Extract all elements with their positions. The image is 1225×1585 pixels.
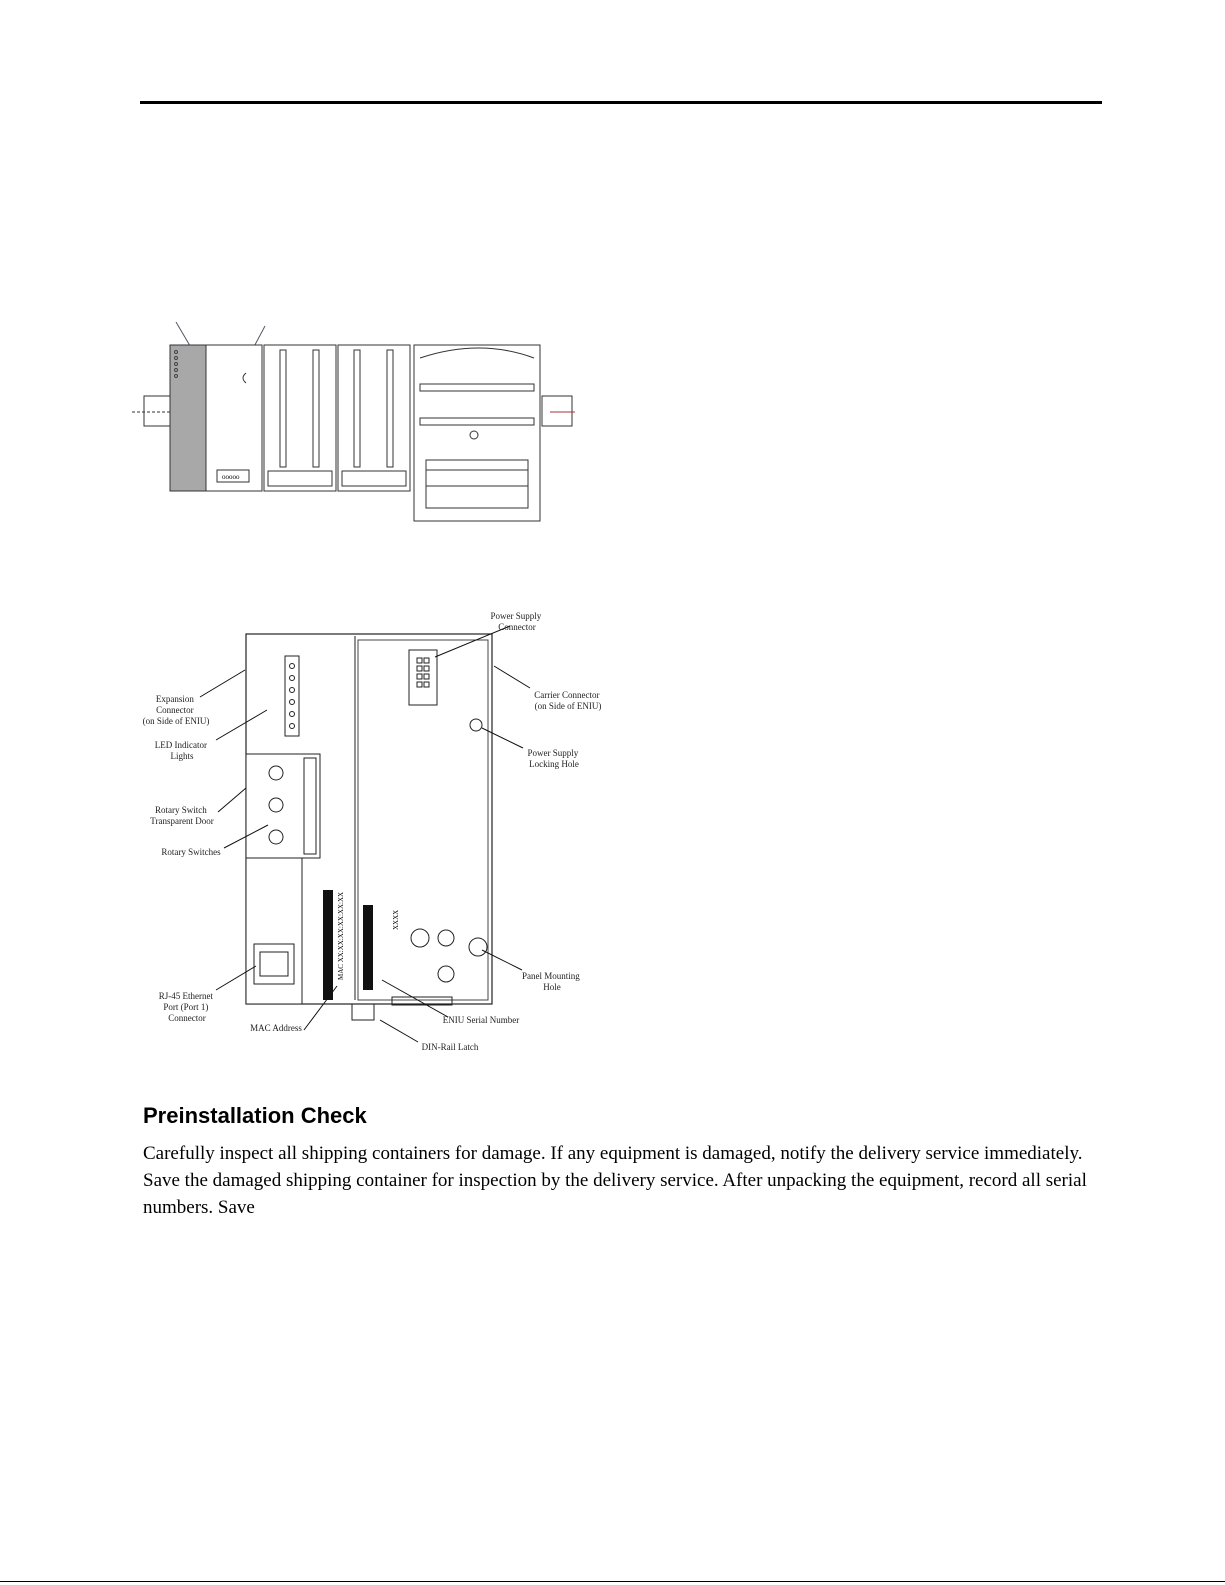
eniu-module [206, 345, 262, 491]
mac-barcode [323, 890, 333, 1000]
io-module-1 [264, 345, 336, 491]
svg-text:ooooo: ooooo [222, 473, 240, 481]
io-module-2 [338, 345, 410, 491]
header-rule [140, 101, 1102, 104]
label-rj45-port: RJ-45 Ethernet Port (Port 1) Connector [158, 991, 213, 1023]
eniu-front-view-figure [130, 600, 610, 1060]
power-supply-connector [409, 650, 437, 705]
serial-barcode [363, 905, 373, 990]
label-rotary-switches: Rotary Switches [161, 847, 221, 857]
din-rail-right [542, 396, 572, 426]
footer-rule [0, 1581, 1225, 1582]
label-eniu-serial-number: ENIU Serial Number [442, 1015, 520, 1025]
mac-text: MAC XX:XX:XX:XX:XX:XX [337, 891, 345, 980]
label-power-supply-locking-hole: Power Supply Locking Hole [527, 748, 579, 769]
label-power-supply-connector: Power Supply Connector [490, 611, 542, 632]
label-rotary-switch-door: Rotary Switch Transparent Door [150, 805, 214, 826]
label-led-indicator-lights: LED Indicator Lights [154, 740, 207, 761]
label-carrier-connector: Carrier Connector (on Side of ENIU) [534, 690, 602, 711]
din-rail-latch [352, 1004, 374, 1020]
label-mac-address: MAC Address [250, 1023, 302, 1033]
serial-text: XXXX [392, 909, 400, 930]
section-heading: Preinstallation Check [143, 1103, 367, 1128]
label-expansion-connector: Expansion Connector (on Side of ENIU) [142, 694, 210, 726]
label-panel-mounting-hole: Panel Mounting Hole [522, 971, 580, 992]
section-paragraph: Carefully inspect all shipping containers for damage. If any equipment is damaged, notify the delivery service immediately. Save the damaged shipping container for inspection by the delivery service. After unpacking the equipment, record all serial numbers. Save [143, 1143, 1087, 1218]
label-din-rail-latch: DIN-Rail Latch [421, 1042, 479, 1052]
module-assembly-figure [130, 318, 580, 533]
gray-side-panel [170, 345, 206, 491]
